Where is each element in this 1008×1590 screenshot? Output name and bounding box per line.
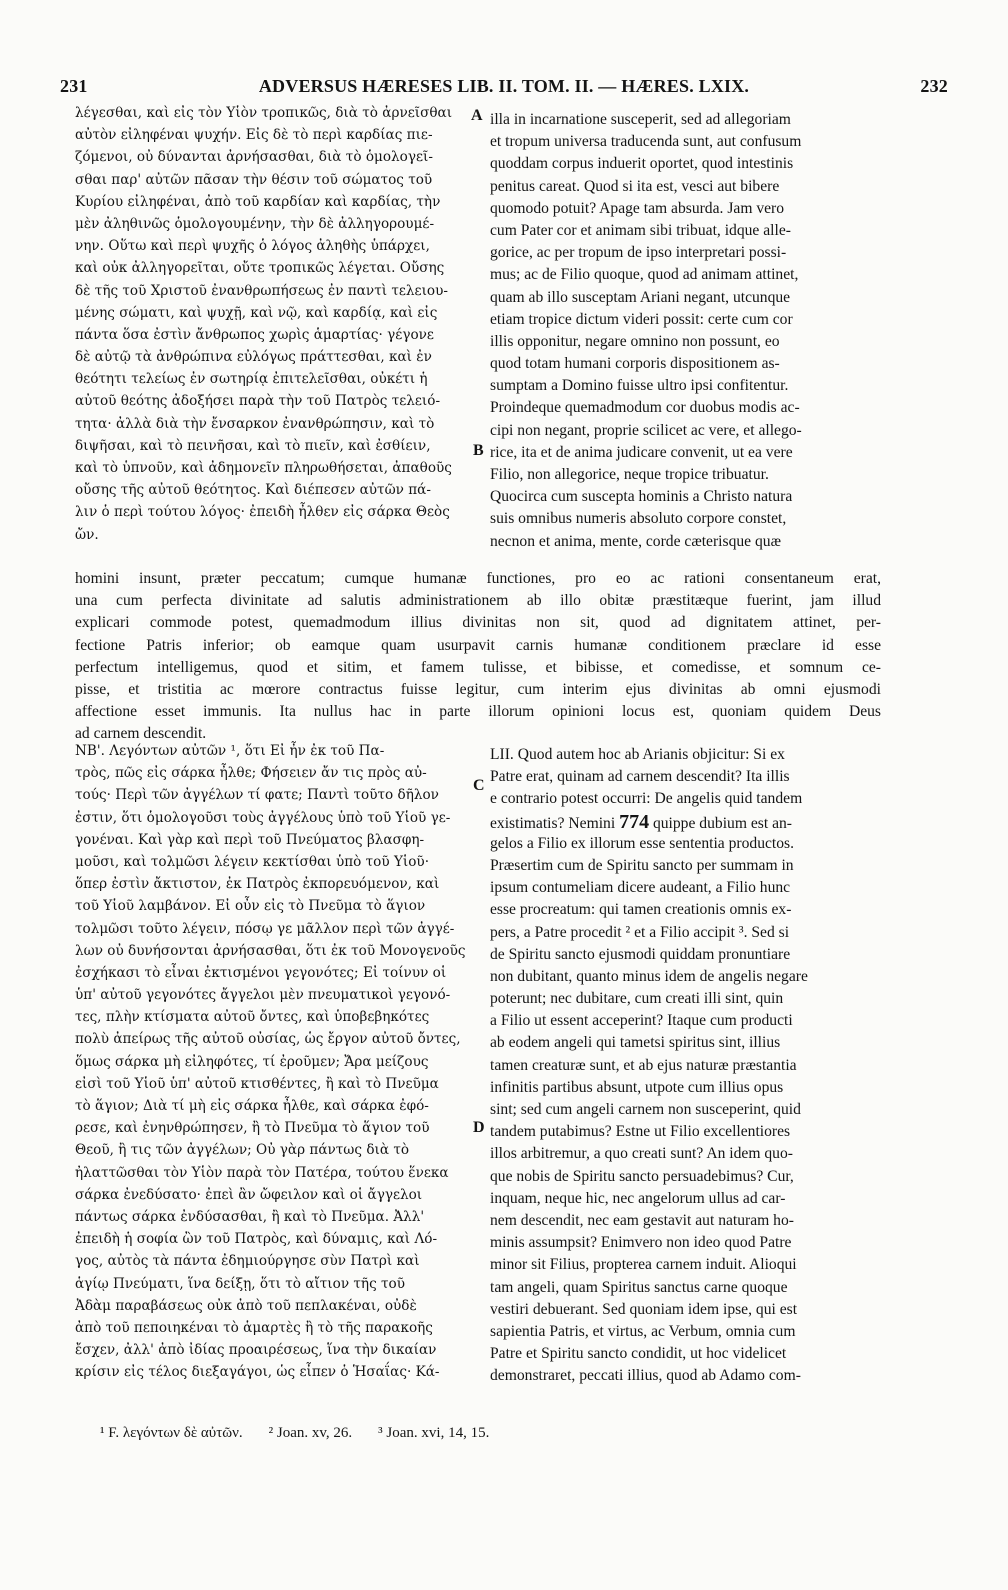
greek-text-line: ἔσχεν, ἀλλ' ἀπὸ ἰδίας προαιρέσεως, ἵνα τὴν δικαίαν (75, 1342, 437, 1359)
footnote: ¹ F. λεγόντων δὲ αὐτῶν. (100, 1425, 243, 1441)
latin-text-line: vestiri debuerant. Sed quoniam idem ipse, qui est (490, 1300, 798, 1318)
running-title: ADVERSUS HÆRESES LIB. II. TOM. II. — HÆRES. LXIX. (258, 76, 750, 96)
latin-text-line: Quocirca cum suscepta hominis a Christo natura (490, 488, 793, 506)
greek-text-line: πολὺ ἀπείρως τῆς αὐτοῦ οὐσίας, ὡς ἔργον αὐτοῦ ὄντες, (75, 1031, 461, 1048)
greek-text-line: τούς· Περὶ τῶν ἀγγέλων τί φατε; Παντὶ τοῦτο δῆλον (75, 787, 439, 804)
greek-text-line: ἐπειδὴ ἡ σοφία ὢν τοῦ Πατρὸς, καὶ δύναμις, καὶ Λό- (75, 1231, 438, 1248)
latin-text-line: gelos a Filio ex illorum esse sententia productos. (490, 834, 795, 852)
greek-text-line: αὐτοῦ θεότης ἀδοξήσει παρὰ τὴν τοῦ Πατρὸς τελειό- (75, 393, 441, 410)
greek-text-line: Κυρίου εἰληφέναι, ἀπὸ τοῦ καρδίαν καὶ καρδίας, τὴν (75, 193, 441, 210)
greek-text-line: Θεοῦ, ἢ τις τῶν ἀγγέλων; Οὐ γὰρ πάντως διὰ τὸ (75, 1142, 410, 1159)
latin-text-line: ipsum contumeliam dicere audeant, a Filio hunc (490, 879, 791, 897)
latin-text-line: explicari commode potest, quemadmodum illius divinitas non sit, quod ad dignitatem attinet, per- (75, 614, 881, 632)
latin-text-line: etiam tropice dictum videri possit: certe cum cor (490, 310, 793, 328)
greek-column-top (75, 102, 470, 546)
latin-text-line: sint; sed cum angeli carnem non susceperint, quid (490, 1101, 801, 1118)
latin-text-line: quoddam corpus induerit oportet, quod intestinis (490, 155, 794, 173)
margin-marker-d: D (473, 1119, 485, 1136)
greek-text-line: τητα· ἀλλὰ διὰ τὴν ἔνσαρκον ἐνανθρώπησιν, καὶ τὸ (75, 415, 435, 432)
latin-text-line: que nobis de Spiritu sancto persuadebimus? Cur, (490, 1167, 794, 1185)
greek-text-line: δὲ αὐτῷ τὰ ἀνθρώπινα εὐλόγως πράττεσθαι, καὶ ἐν (75, 349, 432, 366)
greek-text-line: Ἀδὰμ παραβάσεως οὐκ ἀπὸ τοῦ πεπλακέναι, οὐδὲ (75, 1297, 417, 1314)
latin-text-line: rice, ita et de anima judicare convenit, ut ea vere (490, 443, 793, 461)
latin-text-line: pers, a Patre procedit ² et a Filio accipit ³. Sed si (490, 923, 790, 941)
latin-text-line: sumptam a Domino fuisse ultro ipsi confitentur. (490, 377, 789, 395)
greek-text-line: πάντα ὅσα ἐστὶν ἄνθρωπος χωρὶς ἁμαρτίας· γέγονε (75, 326, 434, 343)
greek-text-line: ὤν. (75, 526, 99, 543)
greek-text-line: σθαι παρ' αὐτῶν πᾶσαν τὴν θέσιν τοῦ σώματος τοῦ (75, 171, 433, 188)
latin-text-line: minor sit Filius, propterea carnem induit. Alioqui (490, 1256, 797, 1274)
latin-text-line: demonstraret, peccati illius, quod ab Adamo com- (490, 1367, 801, 1385)
greek-text-line: κρίσιν εἰς τέλος διεξαγάγοι, ὡς εἶπεν ὁ Ἡσαΐας· Κά- (75, 1364, 440, 1381)
margin-marker-b: B (473, 442, 484, 459)
latin-text-line: et tropum universa traducenda sunt, aut confusum (490, 133, 802, 151)
latin-text-line: poterunt; nec dubitare, cum creati illi sint, quin (490, 990, 784, 1008)
footnote: ² Joan. xv, 26. (268, 1425, 353, 1441)
latin-text-line: Patre et Spiritu sancto condidit, ut hoc videlicet (490, 1345, 787, 1363)
latin-text-line: ad carnem descendit. (75, 725, 207, 743)
latin-text-line: illos arbitremur, a quo creati sunt? An idem quo- (490, 1145, 793, 1163)
greek-text-line: ἐσχήκασι τὸ εἶναι ἐκτισμένοι γεγονότες; Εἰ τοίνυν οἱ (75, 964, 447, 981)
greek-text-line: τρὸς, πῶς εἰς σάρκα ἦλθε; Φήσειεν ἄν τις πρὸς αὐ- (75, 765, 427, 782)
greek-text-line: τολμῶσι τοῦτο λέγειν, πόσῳ γε μᾶλλον περὶ τῶν ἀγγέ- (75, 920, 455, 937)
latin-text-line: tam angeli, quam Spiritus sanctus carne quoque (490, 1278, 788, 1296)
latin-text-line: tamen creaturæ sunt, et ab ejus naturæ præstantia (490, 1056, 797, 1074)
latin-text-line: quomodo potuit? Apage tam absurda. Jam vero (490, 199, 785, 217)
running-header (60, 76, 948, 100)
latin-column-top (490, 109, 882, 553)
greek-text-line: ΝΒ'. Λεγόντων αὐτῶν ¹, ὅτι Εἰ ἦν ἐκ τοῦ Πα- (75, 743, 385, 759)
greek-text-line: ρεσε, καὶ ἐνηνθρώπησεν, ἢ τὸ Πνεῦμα τὸ ἅγιον τοῦ (75, 1120, 430, 1137)
margin-marker-a: A (471, 107, 483, 124)
greek-text-line: ὑπ' αὐτοῦ γεγονότες ἄγγελοι μὲν πνευματικοὶ γεγονό- (75, 987, 451, 1004)
page-number-left: 231 (60, 76, 88, 96)
latin-text-line: una cum perfecta divinitate ad salutis administrationem ab illo obitæ præstitæque fuerint, jam illud (75, 592, 881, 610)
greek-text-line: μένης σώματι, καὶ ψυχῇ, καὶ νῷ, καὶ καρδίᾳ, καὶ εἰς (75, 304, 438, 321)
latin-text-line: necnon et anima, mente, corde cæterisque quæ (490, 532, 781, 550)
greek-text-line: ἠλαττῶσθαι τὸν Υἱὸν παρὰ τὸν Πατέρα, τούτου ἕνεκα (75, 1164, 449, 1181)
latin-text-line: non dubitant, quanto minus idem de angelis negare (490, 967, 808, 985)
latin-text-line: esse procreatum: qui tamen creationis omnis ex- (490, 901, 792, 919)
latin-text-line: homini insunt, præter peccatum; cumque humanæ functiones, pro eo ac rationi consentaneum erat, (75, 570, 881, 587)
latin-text-line: pisse, et tristitia ac mœrore contractus fuisse legitur, cum interim ejus divinitas ab omni ejusmodi (75, 680, 881, 698)
greek-text-line: ὅμως σάρκα μὴ εἰληφότες, τί ἐροῦμεν; Ἄρα μείζους (75, 1053, 429, 1070)
greek-text-line: διψῆσαι, καὶ τὸ πεινῆσαι, καὶ τὸ πιεῖν, καὶ ἐσθίειν, (75, 437, 431, 454)
latin-text-line: a Filio ut essent acceperint? Itaque cum producti (490, 1012, 793, 1030)
greek-text-line: γος, αὐτὸς τὰ πάντα ἐδημιούργησε σὺν Πατρὶ καὶ (75, 1253, 420, 1270)
latin-text-line: illa in incarnatione susceperit, sed ad allegoriam (490, 111, 791, 128)
greek-text-line: λέγεσθαι, καὶ εἰς τὸν Υἱὸν τροπικῶς, διὰ τὸ ἀρνεῖσθαι (75, 105, 453, 121)
latin-text-line: fectione Patris inferior; ob eamque quam usurpavit carnis humanæ conditionem præclare id esse (75, 636, 881, 654)
latin-text-line: suis omnibus numeris absoluto corpore constet, (490, 510, 787, 528)
greek-text-line: θεότητι τελείως ἐν σωτηρίᾳ ἐπιτελεῖσθαι, οὐκέτι ἡ (75, 371, 428, 388)
latin-column-bottom (490, 744, 882, 1387)
greek-text-line: εἰσὶ τοῦ Υἱοῦ ὑπ' αὐτοῦ κτισθέντες, ἢ καὶ τὸ Πνεῦμα (75, 1075, 439, 1092)
latin-text-line: mus; ac de Filio quoque, quod ad animam attinet, (490, 266, 799, 284)
greek-text-line: λιν ὁ περὶ τούτου λόγος· ἐπειδὴ ἦλθεν εἰς σάρκα Θεὸς (75, 504, 450, 521)
greek-text-line: τοῦ Υἱοῦ λαμβάνον. Εἰ οὖν εἰς τὸ Πνεῦμα τὸ ἅγιον (75, 898, 426, 915)
greek-text-line: ἀπὸ τοῦ πεποιηκέναι τὸ ἁμαρτὲς ἢ τὸ τῆς παρακοῆς (75, 1319, 433, 1336)
latin-text-line: Præsertim cum de Spiritu sancto per summam in (490, 856, 794, 874)
latin-text-line: cipi non negant, proprie scilicet ac vere, et allego- (490, 421, 802, 439)
greek-text-line: μὲν ἀληθινῶς ὁμολογουμένην, τὴν δὲ ἀλληγορουμέ- (75, 215, 435, 232)
latin-text-line: sapientia Patris, et virtus, ac Verbum, omnia cum (490, 1322, 796, 1340)
latin-text-line: infinitis partibus absunt, utpote cum illius opus (490, 1078, 784, 1096)
footnote: ³ Joan. xvi, 14, 15. (378, 1425, 490, 1441)
greek-text-line: δὲ τῆς τοῦ Χριστοῦ ἐνανθρωπήσεως ἐν παντὶ τελειου- (75, 282, 448, 299)
latin-text-line: Proindeque quemadmodum cor duobus modis ac- (490, 399, 800, 417)
greek-column-bottom (75, 740, 470, 1383)
latin-text-line: Patre erat, quinam ad carnem descendit? Ita illis (490, 768, 790, 786)
greek-text-line: καὶ τὸ ὑπνοῦν, καὶ ἀδημονεῖν πληρωθήσεται, ἀπαθοῦς (75, 460, 452, 476)
greek-text-line: πάντως σάρκα ἐνδύσασθαι, ἢ καὶ τὸ Πνεῦμα. Ἀλλ' (75, 1208, 425, 1225)
greek-text-line: οὔσης τῆς αὐτοῦ θεότητος. Καὶ διέπεσεν αὐτῶν πά- (75, 482, 431, 499)
greek-text-line: αὐτὸν εἰληφέναι ψυχήν. Εἰς δὲ τὸ περὶ καρδίας πιε- (75, 127, 433, 144)
footnotes (100, 1425, 515, 1442)
greek-text-line: ζόμενοι, οὐ δύνανται ἀρνήσασθαι, διὰ τὸ ὁμολογεῖ- (75, 149, 433, 166)
latin-text-line: Filio, non allegorice, neque tropice tribuatur. (490, 466, 769, 483)
latin-text-line: de Spiritu sancto ejusmodi quiddam pronuntiare (490, 945, 791, 963)
latin-full-width-text (75, 568, 881, 746)
latin-text-line: existimatis? Nemini 774 quippe dubium est an- (490, 810, 792, 833)
latin-text-line: perfectum intelligemus, quod et sitim, et famem tulisse, et bibisse, et comedisse, et somnum ce- (75, 658, 881, 676)
latin-text-line: LII. Quod autem hoc ab Arianis objicitur: Si ex (490, 746, 785, 763)
latin-text-line: e contrario potest occurri: De angelis quid tandem (490, 790, 803, 808)
greek-text-line: μοῦσι, καὶ τολμῶσι λέγειν κεκτίσθαι ὑπὸ τοῦ Υἱοῦ· (75, 853, 430, 870)
latin-text-line: ab eodem angeli qui tametsi spiritus sint, illius (490, 1034, 781, 1052)
latin-text-line: inquam, neque hic, nec angelorum ullus ad car- (490, 1189, 786, 1207)
greek-text-line: ἁγίῳ Πνεύματι, ἵνα δείξῃ, ὅτι τὸ αἴτιον τῆς τοῦ (75, 1275, 405, 1292)
greek-text-line: σάρκα ἐνεδύσατο· ἐπεὶ ἂν ὤφειλον καὶ οἱ ἄγγελοι (75, 1186, 423, 1203)
page-number-right: 232 (920, 76, 948, 96)
latin-text-line: quam ab illo susceptam Ariani negant, utcunque (490, 288, 791, 306)
latin-text-line: penitus careat. Quod si ita est, vesci aut bibere (490, 177, 780, 195)
greek-text-line: καὶ οὐκ ἀλληγορεῖται, οὔτε τροπικῶς λέγεται. Οὔσης (75, 260, 445, 277)
greek-text-line: γονέναι. Καὶ γὰρ καὶ περὶ τοῦ Πνεύματος βλασφη- (75, 831, 425, 848)
latin-text-line: affectione esset immunis. Ita nullus hac in parte illorum opinioni locus est, quoniam quidem Deus (75, 703, 881, 721)
greek-text-line: λων οὐ δυνήσονται ἀρνήσασθαι, ὅτι ἐκ τοῦ Μονογενοῦς (75, 942, 466, 959)
greek-text-line: ἐστιν, ὅτι ὁμολογοῦσι τοὺς ἀγγέλους ὑπὸ τοῦ Υἱοῦ γε- (75, 809, 451, 826)
greek-text-line: νην. Οὕτω καὶ περὶ ψυχῆς ὁ λόγος ἀληθὴς ὑπάρχει, (75, 238, 430, 255)
latin-text-line: gorice, ac per tropum de ipso interpretari possi- (490, 244, 787, 262)
margin-marker-c: C (473, 777, 485, 794)
latin-text-line: cum Pater cor et animam sibi tribuat, idque alle- (490, 221, 791, 239)
latin-text-line: minis assumpsit? Enimvero non ideo quod Patre (490, 1234, 792, 1252)
greek-text-line: τὸ ἅγιον; Διὰ τί μὴ εἰς σάρκα ἦλθε, καὶ σάρκα ἐφό- (75, 1098, 429, 1114)
greek-text-line: ὅπερ ἐστὶν ἄκτιστον, ἐκ Πατρὸς ἐκπορευόμενον, καὶ (75, 876, 440, 893)
latin-text-line: illis opponitur, negare omnino non possunt, eo (490, 332, 780, 350)
latin-text-line: quod totam humani corporis dispositionem as- (490, 355, 780, 373)
latin-text-line: nem descendit, nec eam gestavit aut naturam ho- (490, 1211, 794, 1229)
page-reference-number: 774 (619, 810, 650, 833)
greek-text-line: τες, πλὴν κτίσματα αὐτοῦ ὄντες, καὶ ὑποβεβηκότες (75, 1009, 430, 1026)
latin-text-line: tandem putabimus? Estne ut Filio excellentiores (490, 1123, 791, 1141)
